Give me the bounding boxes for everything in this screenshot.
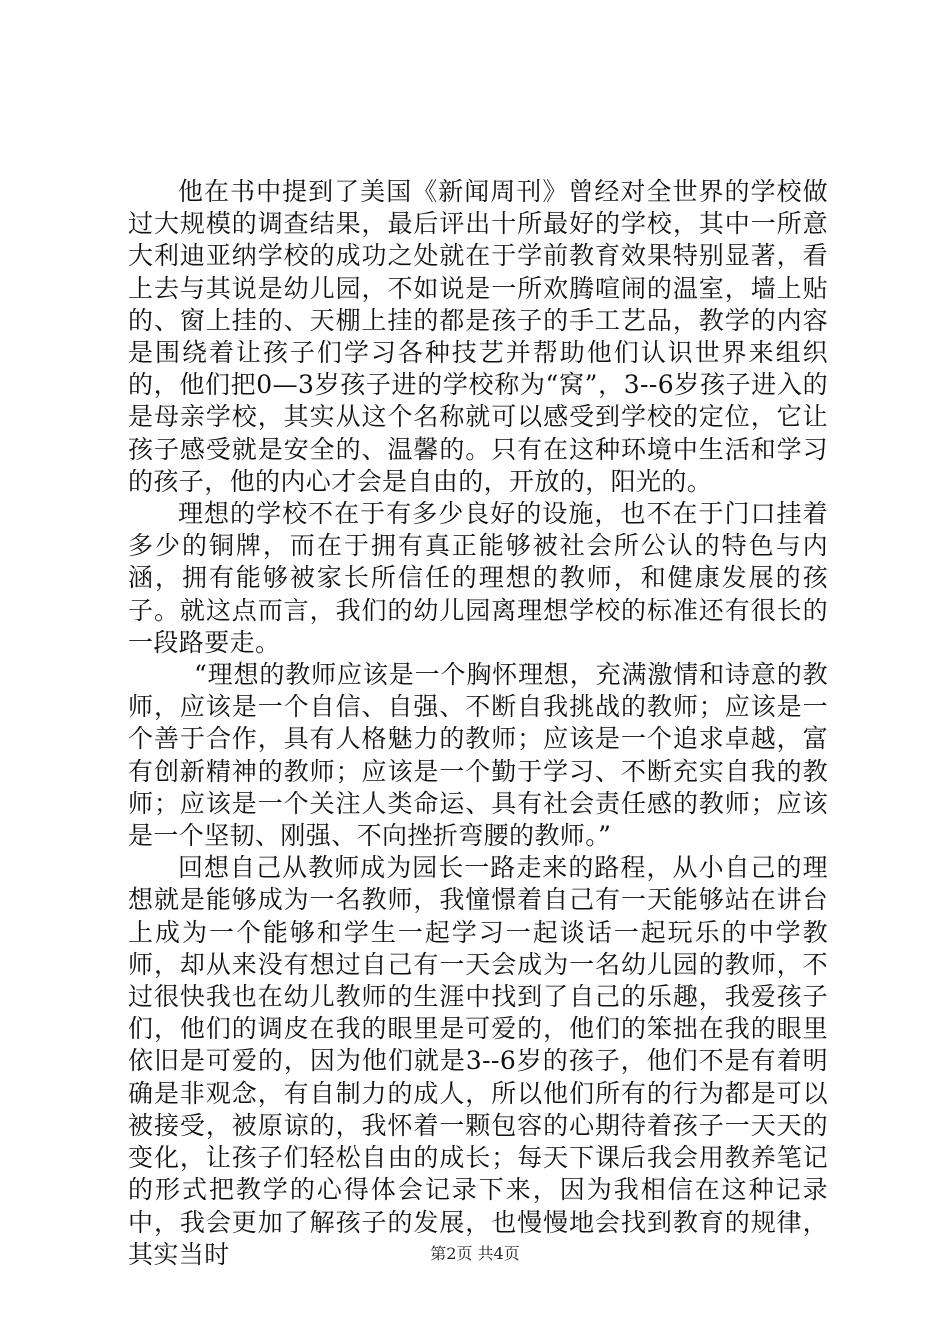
paragraph-ideal-teacher-quote: “理想的教师应该是一个胸怀理想，充满激情和诗意的教师，应该是一个自信、自强、不断自我挑战的教师；应该是一个善于合作，具有人格魅力的教师；应该是一个追求卓越，富有创新精神的教师；应该是一个勤于学习、不断充实自我的教师；应该是一个关注人类命运、具有社会责任感的教师；应该是一个坚韧、刚强、不向挫折弯腰的教师。” [128,660,828,851]
page-number-footer: 第2页 共4页 [430,1244,520,1263]
document-body [128,176,828,1271]
paragraph-ideal-school: 理想的学校不在于有多少良好的设施，也不在于门口挂着多少的铜牌，而在于拥有真正能够被社会所公认的特色与内涵，拥有能够被家长所信任的理想的教师，和健康发展的孩子。就这点而言，我们的幼儿园离理想学校的标准还有很长的一段路要走。 [128,499,828,657]
paragraph-personal-reflection: 回想自己从教师成为园长一路走来的路程，从小自己的理想就是能够成为一名教师，我憧憬着自己有一天能够站在讲台上成为一个能够和学生一起学习一起谈话一起玩乐的中学教师，却从来没有想过自己有一天会成为一名幼儿园的教师，不过很快我也在幼儿教师的生涯中找到了自己的乐趣，我爱孩子们，他们的调皮在我的眼里是可爱的，他们的笨拙在我的眼里依旧是可爱的，因为他们就是3--6岁的孩子，他们不是有着明确是非观念，有自制力的成人，所以他们所有的行为都是可以被接受，被原谅的，我怀着一颗包容的心期待着孩子一天天的变化，让孩子们轻松自由的成长；每天下课后我会用教养笔记的形式把教学的心得体会记录下来，因为我相信在这种记录中，我会更加了解孩子的发展，也慢慢地会找到教育的规律，其实当时 [128,853,828,1269]
paragraph-school-survey: 他在书中提到了美国《新闻周刊》曾经对全世界的学校做过大规模的调查结果，最后评出十所最好的学校，其中一所意大利迪亚纳学校的成功之处就在于学前教育效果特别显著，看上去与其说是幼儿园，不如说是一所欢腾喧闹的温室，墙上贴的、窗上挂的、天棚上挂的都是孩子的手工艺品，教学的内容是围绕着让孩子们学习各种技艺并帮助他们认识世界来组织的，他们把0—3岁孩子进的学校称为“窝”，3--6岁孩子进入的是母亲学校，其实从这个名称就可以感受到学校的定位，它让孩子感受就是安全的、温馨的。只有在这种环境中生活和学习的孩子，他的内心才会是自由的，开放的，阳光的。 [128,177,828,496]
